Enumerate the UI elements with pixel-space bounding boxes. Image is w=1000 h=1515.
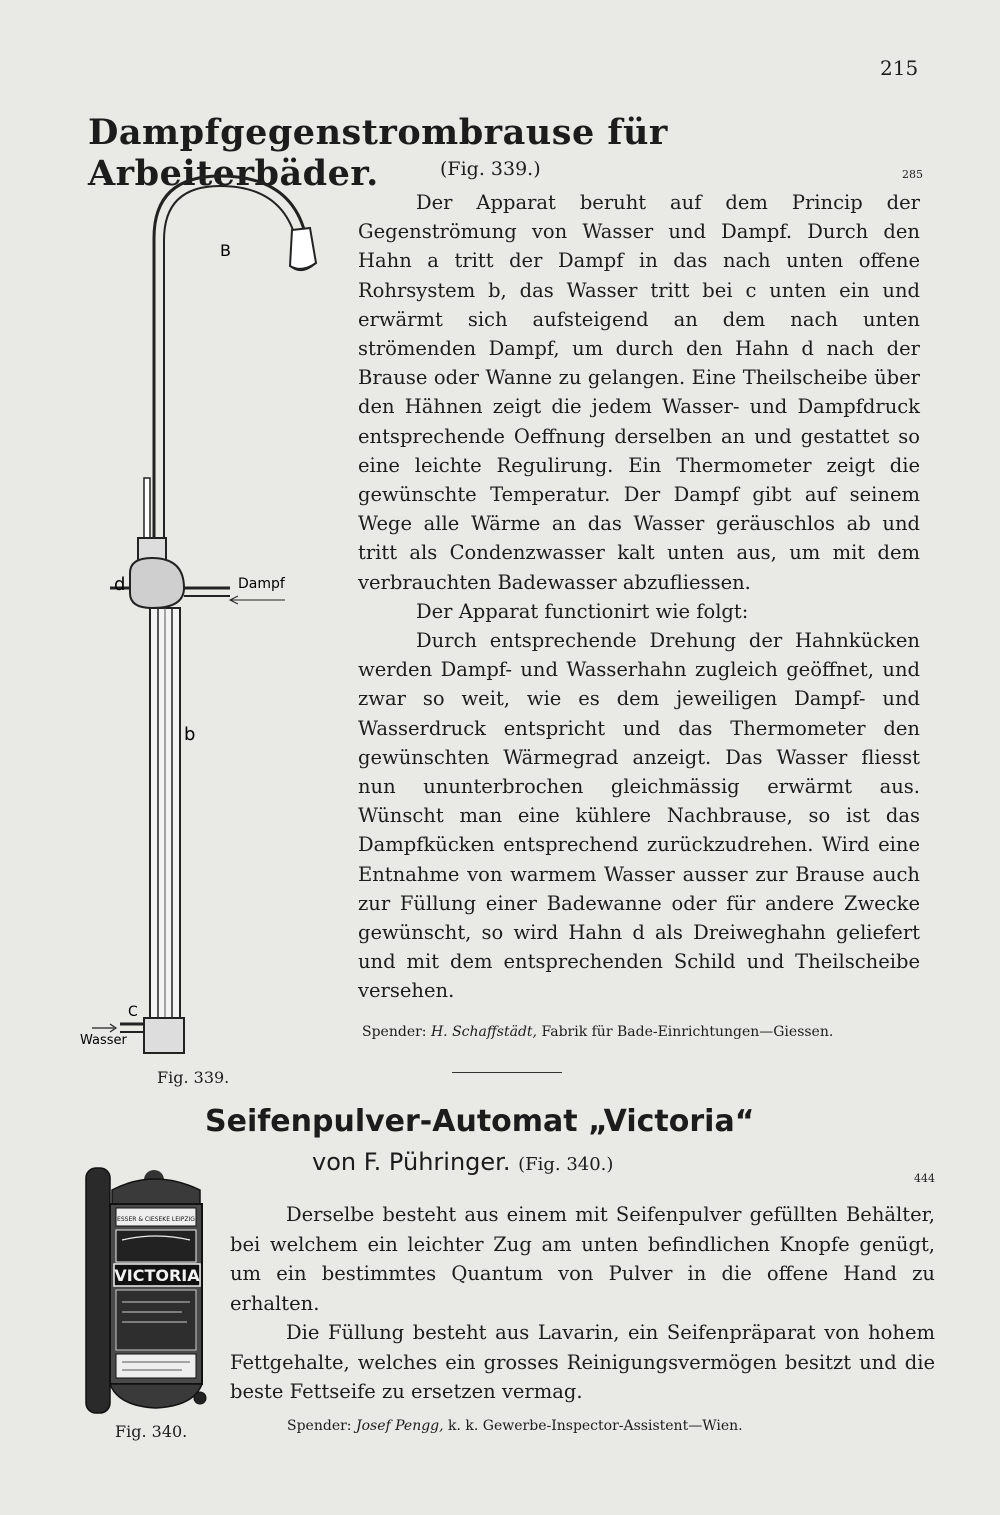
figure-339-label-c: C	[128, 1004, 138, 1020]
donor-label: Spender:	[362, 1024, 427, 1040]
dispenser-plate-victoria: VICTORIA	[114, 1266, 200, 1285]
paragraph-dispenser: Derselbe besteht aus einem mit Seifenpulver gefüllten Behälter, bei welchem ein leichter Zug am unten befindlichen Knopfe genügt, um ein bestimmtes Quantum von Pulver in die offene Hand zu erhalten.	[230, 1203, 935, 1315]
donor-line-2	[287, 1418, 743, 1434]
margin-number-444: 444	[914, 1172, 935, 1185]
figure-339-label-b: b	[184, 724, 196, 745]
section-divider	[452, 1072, 562, 1073]
section-title-victoria: Seifenpulver-Automat „Victoria“	[205, 1104, 755, 1139]
donor-name: Josef Pengg,	[355, 1418, 444, 1434]
figure-339-label-wasser: Wasser	[80, 1033, 127, 1048]
figure-340-soap-dispenser	[82, 1160, 212, 1420]
figure-340-caption: Fig. 340.	[115, 1422, 188, 1441]
donor-details: k. k. Gewerbe-Inspector-Assistent—Wien.	[448, 1418, 743, 1434]
section2-body	[230, 1200, 935, 1407]
donor-line-1	[362, 1024, 833, 1040]
fig-339-reference: (Fig. 339.)	[440, 158, 541, 180]
page-number: 215	[880, 56, 919, 80]
section-subtitle	[312, 1148, 613, 1176]
donor-name: H. Schaffstädt,	[430, 1024, 537, 1040]
section1-body	[358, 188, 920, 1006]
paragraph-description: Der Apparat beruht auf dem Princip der Gegenströmung von Wasser und Dampf. Durch den Hahn a tritt der Dampf in das nach unten offene Rohrsystem b, das Wasser tritt bei c unten ein und erwärmt sich aufsteigend an dem nach unten strömenden Dampf, um durch den Hahn d nach der Brause oder Wanne zu gelangen. Eine Theilscheibe über den Hähnen zeigt die jedem Wasser- und Dampfdruck entsprechende Oeffnung derselben an und gestattet so eine leichte Regulirung. Ein Thermometer zeigt die gewünschte Temperatur. Der Dampf gibt auf seinem Wege alle Wärme an das Wasser geräuschlos ab und tritt als Condenzwasser kalt unten aus, um mit dem verbrauchten Badewasser abzufliessen.	[358, 191, 920, 594]
figure-339-label-B: B	[220, 241, 231, 260]
figure-339-label-dampf: Dampf	[238, 576, 285, 592]
section-title-brause: Dampfgegenstrombrause für Arbeiterbäder.	[88, 112, 668, 194]
margin-number-285: 285	[902, 168, 923, 181]
paragraph-operation: Durch entsprechende Drehung der Hahnkücken werden Dampf- und Wasserhahn zugleich geöffnet, und zwar so weit, wie es dem jeweiligen Dampf- und Wasserdruck entspricht und das Thermometer den gewünschten Wärmegrad anzeigt. Das Wasser fliesst nun ununterbrochen gleichmässig erwärmt aus. Wünscht man eine kühlere Nachbrause, so ist das Dampfkücken entsprechend zurückzudrehen. Wird eine Entnahme von warmem Wasser ausser zur Brause auch zur Füllung einer Badewanne oder für andere Zwecke gewünscht, so wird Hahn d als Dreiweghahn geliefert und mit dem entsprechenden Schild und Theilscheibe versehen.	[358, 629, 920, 1003]
donor-details: Fabrik für Bade-Einrichtungen—Giessen.	[541, 1024, 834, 1040]
dispenser-plate-maker: ESSER & CIESEKE LEIPZIG	[117, 1216, 195, 1223]
figure-339-shower-apparatus	[80, 168, 320, 1068]
figure-339-caption: Fig. 339.	[157, 1068, 230, 1087]
figure-339-label-d: d	[114, 574, 126, 595]
subtitle-author: von F. Pühringer.	[312, 1148, 511, 1176]
paragraph-filling: Die Füllung besteht aus Lavarin, ein Seifenpräparat von hohem Fettgehalte, welches ein grosses Reinigungsvermögen besitzt und die beste Fettseife zu ersetzen vermag.	[230, 1321, 935, 1403]
fig-340-reference: (Fig. 340.)	[518, 1154, 614, 1175]
donor-label: Spender:	[287, 1418, 352, 1434]
paragraph-function-intro: Der Apparat functionirt wie folgt:	[416, 599, 749, 623]
